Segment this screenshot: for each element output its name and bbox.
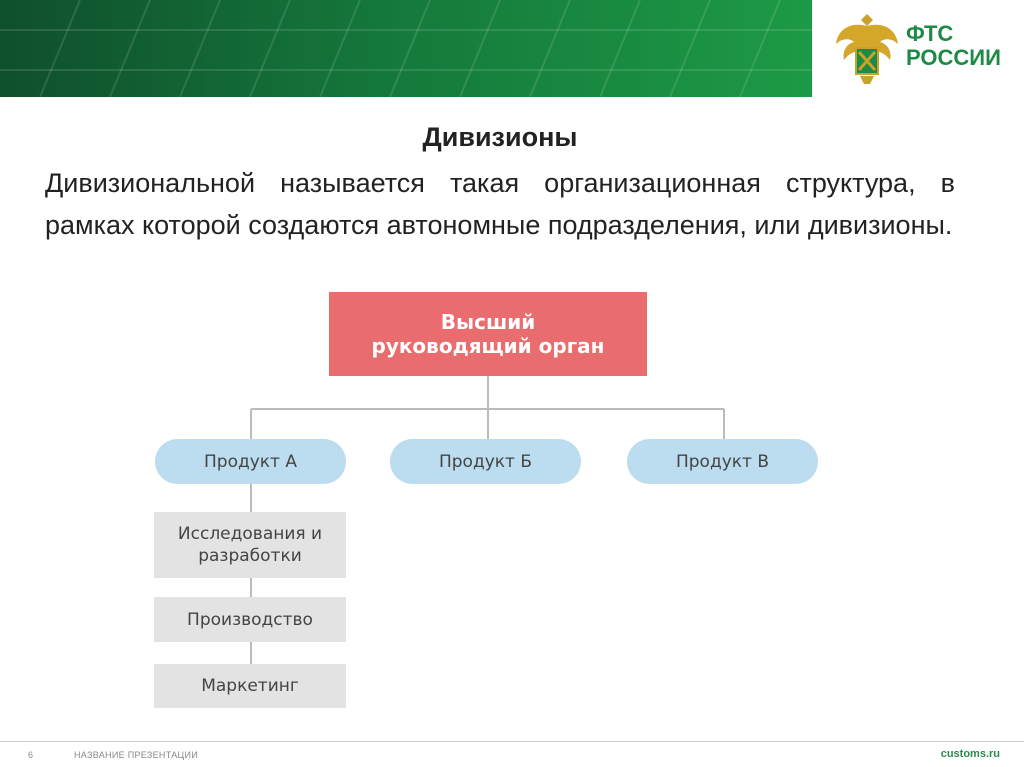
- double-headed-eagle-icon: [832, 8, 902, 88]
- presentation-name: НАЗВАНИЕ ПРЕЗЕНТАЦИИ: [74, 750, 199, 760]
- logo-text: [906, 22, 1001, 70]
- top-management-box: Высший руководящий орган: [329, 292, 647, 376]
- product-c-node: Продукт В: [627, 439, 818, 484]
- slide-body-text: Дивизиональной называется такая организационная структура, в рамках которой создаются автономные подразделения, или дивизионы.: [45, 168, 955, 240]
- product-b-node: Продукт Б: [390, 439, 581, 484]
- logo-line-1: ФТС: [906, 21, 954, 46]
- function-production-node: Производство: [154, 597, 346, 642]
- header-banner: [0, 0, 812, 97]
- site-link[interactable]: customs.ru: [940, 748, 1000, 760]
- logo-area: [812, 0, 1024, 97]
- page-number: 6: [28, 750, 34, 760]
- slide-title: Дивизионы: [422, 122, 578, 152]
- logo-line-2: РОССИИ: [906, 45, 1001, 70]
- product-a-node: Продукт А: [155, 439, 346, 484]
- function-research-node: Исследования и разработки: [154, 512, 346, 578]
- function-marketing-node: Маркетинг: [154, 664, 346, 708]
- footer-divider: [0, 741, 1024, 742]
- header-pattern: [0, 0, 812, 97]
